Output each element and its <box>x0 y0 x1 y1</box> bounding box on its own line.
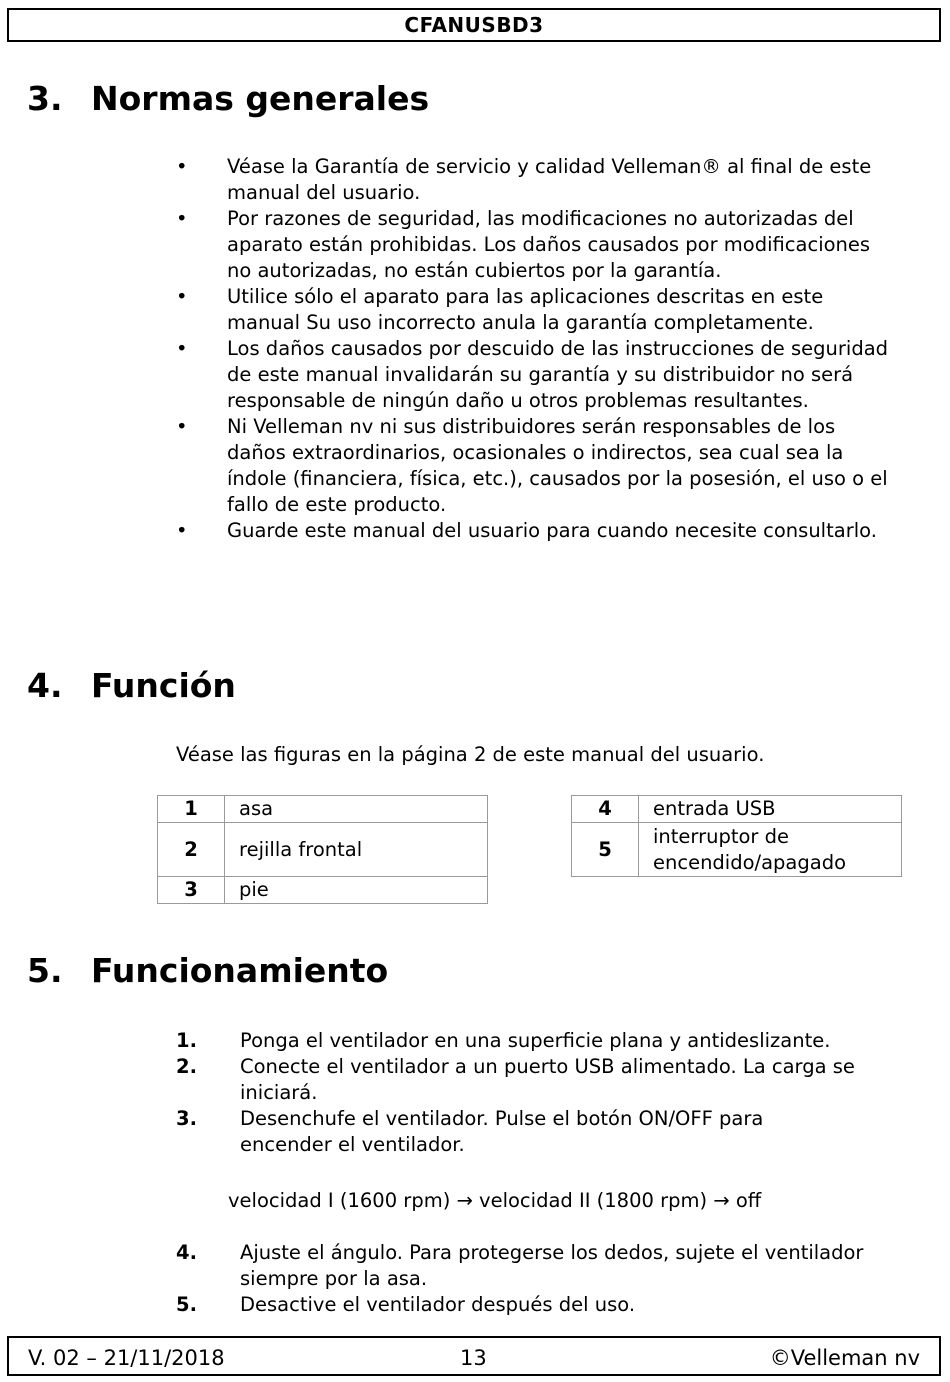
table-row <box>572 796 902 823</box>
general-rules-list <box>172 154 892 544</box>
section-5-number: 5. <box>27 951 63 990</box>
list-item: 4. Ajuste el ángulo. Para protegerse los dedos, sujete el ventilador siempre por la asa. <box>176 1241 864 1290</box>
part-label: asa <box>225 796 488 823</box>
step-number: 3. <box>176 1107 197 1130</box>
bullet-icon: • <box>176 285 188 308</box>
list-item: • Guarde este manual del usuario para cuando necesite consultarlo. <box>176 519 877 542</box>
list-item: • Por razones de seguridad, las modificaciones no autorizadas del aparato están prohibidas. Los daños causados por modificaciones no autorizadas, no están cubiertos por la garantía. <box>176 207 871 282</box>
list-item: • Véase la Garantía de servicio y calidad Velleman® al final de este manual del usuario. <box>176 155 872 204</box>
bullet-icon: • <box>176 207 188 230</box>
list-item: 2. Conecte el ventilador a un puerto USB alimentado. La carga se iniciará. <box>176 1055 855 1104</box>
table-row <box>158 823 488 877</box>
part-number: 5 <box>572 823 639 877</box>
operation-steps-b <box>176 1240 896 1318</box>
page-footer <box>7 1336 941 1376</box>
list-item: • Ni Velleman nv ni sus distribuidores serán responsables de los daños extraordinarios, ocasionales o indirectos, sea cual sea la índole (financiera, física, etc.), causados por la posesión, el uso o el fallo de este producto. <box>176 415 888 516</box>
parts-table-left <box>157 795 488 904</box>
list-item: 5. Desactive el ventilador después del uso. <box>176 1293 636 1316</box>
part-number: 1 <box>158 796 225 823</box>
figures-reference: Véase las figuras en la página 2 de este manual del usuario. <box>176 743 765 766</box>
bullet-icon: • <box>176 415 188 438</box>
bullet-icon: • <box>176 155 188 178</box>
part-number: 2 <box>158 823 225 877</box>
speed-sequence: velocidad I (1600 rpm) → velocidad II (1800 rpm) → off <box>228 1189 762 1212</box>
table-row <box>572 823 902 877</box>
step-number: 1. <box>176 1029 197 1052</box>
section-4-heading <box>27 667 236 705</box>
step-number: 5. <box>176 1293 197 1316</box>
page-header <box>7 8 941 42</box>
section-5-heading <box>27 952 388 990</box>
section-3-heading <box>27 80 429 118</box>
part-label: entrada USB <box>639 796 902 823</box>
page-number: 13 <box>460 1346 487 1370</box>
part-number: 4 <box>572 796 639 823</box>
list-item: 3. Desenchufe el ventilador. Pulse el botón ON/OFF para encender el ventilador. <box>176 1107 764 1156</box>
part-number: 3 <box>158 877 225 904</box>
table-row <box>158 877 488 904</box>
list-item: • Utilice sólo el aparato para las aplicaciones descritas en este manual Su uso incorrecto anula la garantía completamente. <box>176 285 824 334</box>
part-label: pie <box>225 877 488 904</box>
section-5-title: Funcionamiento <box>91 951 389 990</box>
step-number: 2. <box>176 1055 197 1078</box>
section-4-title: Función <box>91 666 236 705</box>
step-number: 4. <box>176 1241 197 1264</box>
part-label: rejilla frontal <box>225 823 488 877</box>
version-date: V. 02 – 21/11/2018 <box>28 1346 225 1370</box>
section-3-number: 3. <box>27 79 63 118</box>
bullet-icon: • <box>176 519 188 542</box>
list-item: 1. Ponga el ventilador en una superficie plana y antideslizante. <box>176 1029 831 1052</box>
parts-table-right <box>571 795 902 877</box>
bullet-icon: • <box>176 337 188 360</box>
part-label: interruptor de encendido/apagado <box>639 823 902 877</box>
operation-steps-a <box>176 1028 896 1158</box>
section-3-title: Normas generales <box>91 79 430 118</box>
table-row <box>158 796 488 823</box>
copyright: ©Velleman nv <box>769 1346 920 1370</box>
section-4-number: 4. <box>27 666 63 705</box>
list-item: • Los daños causados por descuido de las instrucciones de seguridad de este manual invalidarán su garantía y su distribuidor no será responsable de ningún daño u otros problemas resultantes. <box>176 337 889 412</box>
model-name: CFANUSBD3 <box>404 13 544 37</box>
